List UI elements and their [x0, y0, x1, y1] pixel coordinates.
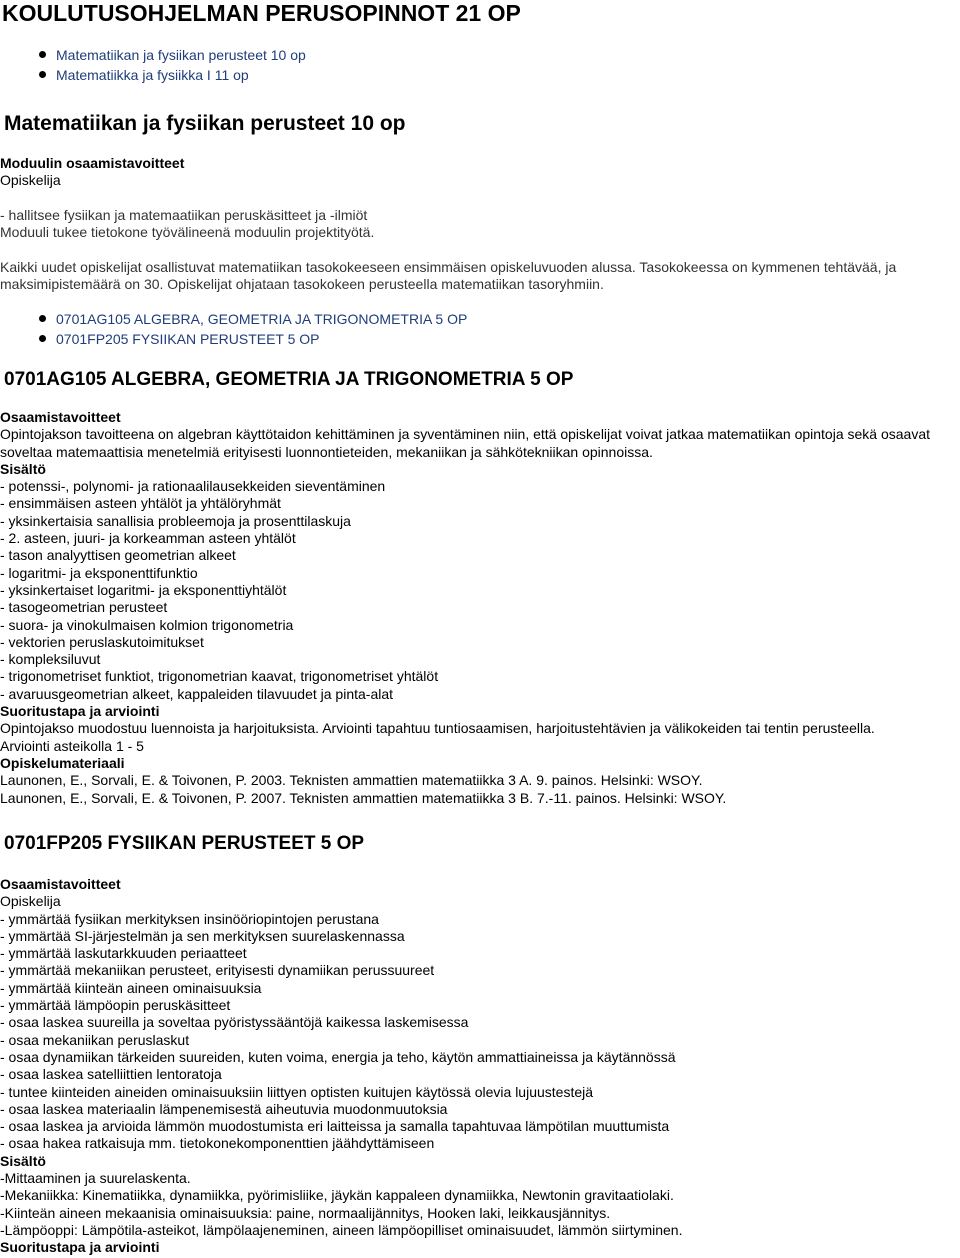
- toc-link[interactable]: Matematiikan ja fysiikan perusteet 10 op: [56, 47, 306, 63]
- content-item: -Kiinteän aineen mekaanisia ominaisuuksia: paine, normaalijännitys, Hooken laki, leikkausjännitys.: [0, 1204, 611, 1221]
- course2-heading: 0701FP205 FYSIIKAN PERUSTEET 5 OP: [4, 833, 365, 854]
- course1-content-label: Sisältö: [0, 460, 46, 477]
- material-item: Launonen, E., Sorvali, E. & Toivonen, P. 2003. Teknisten ammattien matematiikka 3 A. 9. painos. Helsinki: WSOY.: [0, 772, 703, 789]
- module-support-line: Moduuli tukee tietokone työvälineenä moduulin projektityötä.: [0, 224, 375, 241]
- course1-material-label: Opiskelumateriaali: [0, 754, 125, 771]
- toc-item[interactable]: [34, 329, 467, 349]
- goal-item: - ymmärtää mekaniikan perusteet, erityisesti dynamiikan perussuureet: [0, 962, 435, 979]
- goal-item: - osaa laskea materiaalin lämpenemisestä aiheutuvia muodonmuutoksia: [0, 1100, 448, 1117]
- content-item: - kompleksiluvut: [0, 651, 101, 668]
- course1-heading: 0701AG105 ALGEBRA, GEOMETRIA JA TRIGONOMETRIA 5 OP: [4, 369, 574, 390]
- goal-item: - osaa laskea suureilla ja soveltaa pyöristyssääntöjä kaikessa laskemisessa: [0, 1014, 469, 1031]
- course2-body: [0, 876, 958, 1257]
- content-item: - avaruusgeometrian alkeet, kappaleiden tilavuudet ja pinta-alat: [0, 685, 394, 702]
- module-heading: Matematiikan ja fysiikan perusteet 10 op: [4, 112, 406, 135]
- goal-item: - osaa mekaniikan peruslaskut: [0, 1031, 190, 1048]
- course1-goals-text: Opintojakson tavoitteena on algebran käyttötaidon kehittäminen ja syventäminen niin, että opiskelijat voivat jatkaa matematiikan opintoja sekä osaavat soveltaa matemaattisia menetelmiä erityisesti luonnontieteiden, mekaniikan ja sähkötekniikan opinnoissa.: [0, 426, 931, 460]
- goal-item: - osaa laskea ja arvioida lämmön muodostumista eri laitteissa ja samalla tapahtuvaa lämpötilan muuttumista: [0, 1118, 670, 1135]
- goal-item: - osaa hakea ratkaisuja mm. tietokonekomponenttien jäähdyttämiseen: [0, 1135, 435, 1152]
- toc-item[interactable]: [34, 65, 306, 85]
- goal-item: - ymmärtää kiinteän aineen ominaisuuksia: [0, 979, 262, 996]
- toc-item[interactable]: [34, 45, 306, 65]
- content-item: - 2. asteen, juuri- ja korkeamman asteen yhtälöt: [0, 530, 296, 547]
- course1-goals-label: Osaamistavoitteet: [0, 409, 121, 425]
- content-item: - tasogeometrian perusteet: [0, 599, 168, 616]
- toc-link[interactable]: 0701FP205 FYSIIKAN PERUSTEET 5 OP: [56, 331, 320, 347]
- goal-item: - ymmärtää fysiikan merkityksen insinööriopintojen perustana: [0, 910, 379, 927]
- goal-item: - osaa dynamiikan tärkeiden suureiden, kuten voima, energia ja teho, käytön ammattiaineissa ja käytännössä: [0, 1048, 676, 1065]
- content-item: - potenssi-, polynomi- ja rationaalilausekkeiden sieventäminen: [0, 478, 386, 495]
- goal-item: - ymmärtää laskutarkkuuden periaatteet: [0, 945, 247, 962]
- test-paragraph: Kaikki uudet opiskelijat osallistuvat matematiikan tasokokeeseen ensimmäisen opiskeluvuoden alussa. Tasokokeessa on kymmenen tehtävää, ja maksimipistemäärä on 30. Opiskelijat ohjataan tasokokeen perusteella matematiikan tasoryhmiin.: [0, 259, 897, 293]
- module-goal-line: - hallitsee fysiikan ja matemaatiikan peruskäsitteet ja -ilmiöt: [0, 207, 368, 223]
- course1-method-text: Opintojakso muodostuu luennoista ja harjoituksista. Arviointi tapahtuu tuntiosaamisen, harjoitustehtävien ja välikokeiden tai tentin perusteella.: [0, 720, 875, 737]
- toc-link[interactable]: Matematiikka ja fysiikka I 11 op: [56, 67, 249, 83]
- module-toc: [34, 309, 467, 349]
- content-item: - suora- ja vinokulmaisen kolmion trigonometria: [0, 616, 294, 633]
- student-label: Opiskelija: [0, 172, 61, 189]
- content-item: - trigonometriset funktiot, trigonometrian kaavat, trigonometriset yhtälöt: [0, 668, 439, 685]
- goal-item: - ymmärtää SI-järjestelmän ja sen merkityksen suurelaskennassa: [0, 927, 405, 944]
- page-title: KOULUTUSOHJELMAN PERUSOPINNOT 21 OP: [2, 0, 521, 26]
- material-item: Launonen, E., Sorvali, E. & Toivonen, P. 2007. Teknisten ammattien matematiikka 3 B. 7.-11. painos. Helsinki: WSOY.: [0, 789, 727, 806]
- toc-item[interactable]: [34, 309, 467, 329]
- content-item: - tason analyyttisen geometrian alkeet: [0, 547, 236, 564]
- content-item: -Lämpöoppi: Lämpötila-asteikot, lämpölaajeneminen, aineen lämpöopilliset ominaisuudet, lämmön siirtyminen.: [0, 1221, 683, 1238]
- goal-item: - ymmärtää lämpöopin peruskäsitteet: [0, 997, 231, 1014]
- module-goals-block: [0, 155, 958, 190]
- module-goal-block: [0, 207, 958, 242]
- content-item: - ensimmäisen asteen yhtälöt ja yhtälöryhmät: [0, 495, 281, 512]
- module-goals-label: Moduulin osaamistavoitteet: [0, 155, 185, 171]
- course1-grading: Arviointi asteikolla 1 - 5: [0, 737, 144, 754]
- course1-body: [0, 409, 958, 807]
- student-label: Opiskelija: [0, 893, 61, 910]
- content-item: - yksinkertaisia sanallisia probleemoja ja prosenttilaskuja: [0, 512, 351, 529]
- course2-method-label: Suoritustapa ja arviointi: [0, 1239, 160, 1256]
- content-item: - logaritmi- ja eksponenttifunktio: [0, 564, 198, 581]
- course2-content-label: Sisältö: [0, 1152, 46, 1169]
- course2-goals-label: Osaamistavoitteet: [0, 876, 121, 892]
- goal-item: - tuntee kiinteiden aineiden ominaisuuksiin liittyen optisten kuitujen käytössä olevia lujuustestejä: [0, 1083, 594, 1100]
- goal-item: - osaa laskea satelliittien lentoratoja: [0, 1066, 222, 1083]
- content-item: -Mekaniikka: Kinematiikka, dynamiikka, pyörimisliike, jäykän kappaleen dynamiikka, Newtonin gravitaatiolaki.: [0, 1187, 674, 1204]
- toc-link[interactable]: 0701AG105 ALGEBRA, GEOMETRIA JA TRIGONOMETRIA 5 OP: [56, 311, 468, 327]
- main-toc: [34, 45, 306, 85]
- content-item: -Mittaaminen ja suurelaskenta.: [0, 1170, 191, 1187]
- content-item: - yksinkertaiset logaritmi- ja eksponenttiyhtälöt: [0, 581, 287, 598]
- course1-method-label: Suoritustapa ja arviointi: [0, 703, 160, 720]
- content-item: - vektorien peruslaskutoimitukset: [0, 633, 204, 650]
- module-test-paragraph: [0, 259, 958, 294]
